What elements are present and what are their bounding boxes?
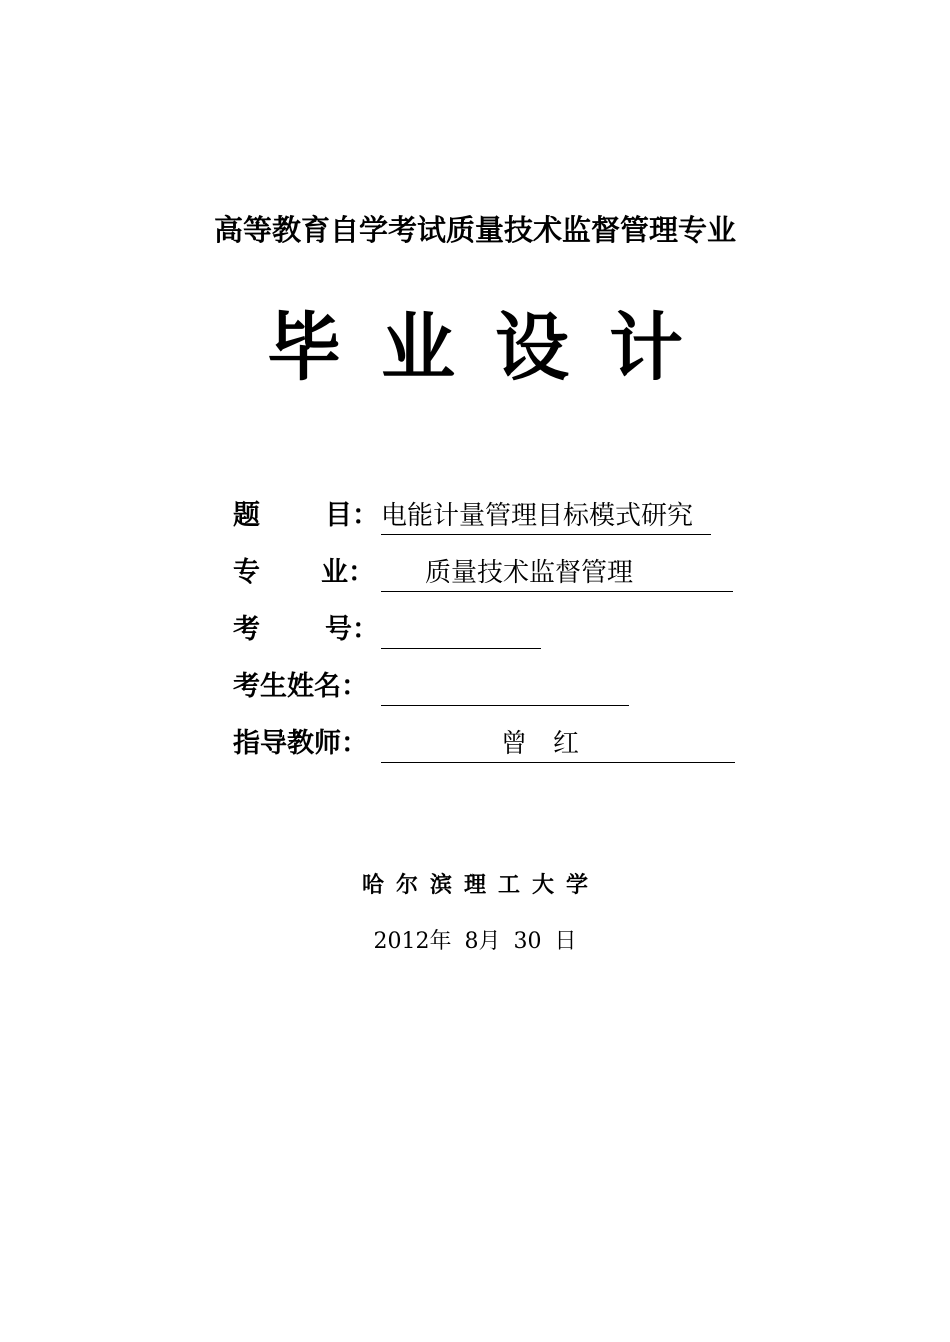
advisor-field xyxy=(381,722,735,763)
cover-subtitle: 高等教育自学考试质量技术监督管理专业 xyxy=(213,213,736,247)
advisor-value: 曾 红 xyxy=(501,729,580,759)
major-value: 质量技术监督管理 xyxy=(425,558,634,588)
exam-number-label-part2: 号： xyxy=(325,614,379,645)
major-label-part2: 业： xyxy=(321,557,375,588)
cover-title: 毕业设计 xyxy=(267,305,723,391)
university-name: 哈尔滨理工大学 xyxy=(361,873,600,898)
major-label-part1: 专 xyxy=(233,557,260,588)
submission-date: 2012年 8月 30 日 xyxy=(373,929,577,954)
exam-number-label-part1: 考 xyxy=(233,614,260,645)
title-value: 电能计量管理目标模式研究 xyxy=(381,501,694,531)
student-name-label: 考生姓名： xyxy=(233,671,368,702)
title-field xyxy=(381,494,711,535)
student-name-field xyxy=(381,665,629,706)
exam-number-field xyxy=(381,608,541,649)
title-label-part1: 题 xyxy=(233,500,260,531)
advisor-label: 指导教师： xyxy=(233,728,368,759)
title-label-part2: 目： xyxy=(325,500,379,531)
major-field xyxy=(381,551,733,592)
